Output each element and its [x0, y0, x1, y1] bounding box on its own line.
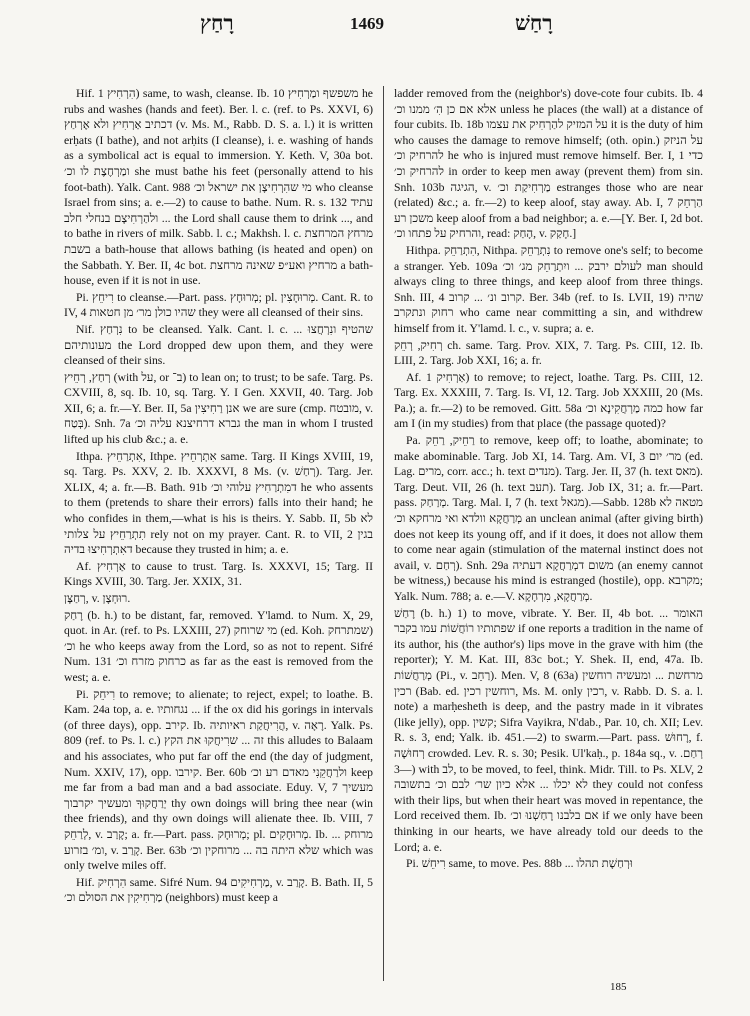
- entry-hif-rachats: Hif. הִרְחִיץ 1) same, to wash, cleanse. Ib. 10 משפשף ומַרְחִיץ he rubs and washes (hands and feet). Ber. l. c. (ref. to Ps. XXVI, 6) דכתיב אַרְחִיץ ולא אֶרְחַץ (v. Ms. M., Rabb. D. S. a. l.) it is written erḥats (I bathe), and not arḥits (I cleanse), i. e. washing of hands as a symbolical act is equal to immersion. Y. Keth. V, 30a bot. ומַרְחֶצֶת לו וכ׳ she must bathe his feet (personally attend to his foot-bath). Yalk. Cant. 988 מי שהִרְחִיצָן את ישראל וכ׳ who cleanse Israel from sins; a. e.—2) to cause to bathe. Num. R. s. 132 עתיד ... ולהַרְחִיצָם בנחלי חלב the Lord shall cause them to drink ..., and to bathe in rivers of milk. Sabb. l. c.; Makhsh. l. c. מרחץ המרחצת בשבת a bath-house that allows bathing (is heated and open) on the Sabbath. Y. Ber. II, 4c bot. מרחיץ ואע״פ שאינה מרחצת a bath-house, even if it is not in use.: [64, 87, 374, 288]
- entry-hif-hirchik-cont: ladder removed from the (neighbor's) dove-cote four cubits. Ib. 4 אלא אם כן הִ׳ ממנו וכ׳ unless he places (the wall) at a distance of four cubits. Ib. 18b על המזיק להַרְחִיק את עצמו it is the duty of him who causes the damage to remove himself; (oth. opin.) על הניזק להרחיק וכ׳ he who is injured must remove himself. Ber. I, 1 כדי להרחיק וכ׳ in order to keep men away (prevent them) from sin. Snh. 103b הגיגה, v. מַרְחִיקַת וכ׳ estranges those who are near (related) &c.; a. fr.—2) to keep aloof, stay away. Ab. I, 7 הַרְחֵק משכן רע keep aloof from a bad neighbor; a. e.—[Y. Ber. I, 2d bot. והרחיק על פתחו וכ׳, read: הָחַק, v. חָקַק.]: [394, 87, 704, 241]
- entry-hif-hirchik: Hif. הִרְחִיק same. Sifré Num. 94 מַרְחִיקִים, v. קָרַב. B. Bath. II, 5 מַרְחִיקִין את הסולם וכ׳ (neighbors) must keep a: [64, 875, 373, 905]
- entry-ithpa-ithrachets: Ithpa. אִתְרַחֵיץ, Ithpe. אִתְרְחֵיץ same. Targ. II Kings XVIII, 19, sq. Targ. Ps. XXV, 2. Ib. XXXVI, 8 Ms. (v. רְחַשׁ). Targ. Jer. XLIX, 4; a. fr.—B. Bath. 91b דמִתְרַחִיץ עלוהי וכ׳ he who assents to them (pretends to share their errors) falls into their hand; he who confides in them,—what is his is theirs. Y. Sabb. II, 5b לא תִתְרַחֵיץ על צלותי rely not on my prayer. Cant. R. to VII, 2 בגין דאִתְרְחִיצוּ בדיה because they trusted in him; a. e.: [64, 449, 374, 557]
- entry-nif-nirchats: Nif. נִרְחַץ to be cleansed. Yalk. Cant. l. c. ... שהטיף ונִרְחֲצוּ מעונותיהם the Lord dropped dew upon them, and they were cleansed of their sins.: [64, 322, 373, 368]
- entry-pi-richets: Pi. רִיחֵץ to cleanse.—Part. pass. מְרוּחָץ; pl. מְרוּחָצִין. Cant. R. to IV, 4 שהיו כולן מר׳ מן חטאות they were all cleansed of their sins.: [64, 290, 373, 320]
- left-column: [64, 86, 373, 907]
- entry-af-archik: Af. אַרְחִיק 1) to remove; to reject, loathe. Targ. Ps. CIII, 12. Targ. Ex. XXXIII, 7. Targ. Is. VI, 12. Targ. Job XXXIII, 20 (Ms. Pa.); a. fr.—2) to be removed. Gitt. 58a כמה מַרְחֲקִינָא וכ׳ how far am I (in my studies) from that place (the passage quoted)?: [394, 370, 703, 431]
- entry-rachak: רָחַק (b. h.) to be distant, far, removed. Y'lamd. to Num. X, 29, quot. in Ar. (ref. to Ps. LXXIII, 27) מי שרוחק (ed. Koh. שמתרחק) וכ׳ he who keeps away from the Lord, so as not to repent. Sifré Num. 131 כרחוק מזרח וכ׳ as far as the east is removed from the west; a. e.: [64, 608, 374, 684]
- page-number: 1469: [350, 14, 384, 33]
- entry-rechik-ch: רְחִיק, רְחֵק ch. same. Targ. Prov. XIX, 7. Targ. Ps. CIII, 12. Ib. LIII, 2. Targ. Job XXI, 16; a. fr.: [394, 338, 704, 368]
- entry-af-archits: Af. אַרְחִיץ to cause to trust. Targ. Is. XXXVI, 15; Targ. II Kings XVIII, 30. Targ. Jer. XXIX, 31.: [64, 559, 373, 589]
- entry-pi-richek: Pi. רִיחֵק to remove; to alienate; to reject, expel; to loathe. B. Kam. 24a top, a. e. נגחותיו ... if the ox did his gorings in intervals (of three days), opp. קירב. Ib. הֲרִיחֲקַת ראיותיה, v. רָאָה. Yalk. Ps. 809 (ref. to Ps. l. c.) זה ... שרִיחֲקוּ את הקץ this alludes to Balaam and his associates, who put far off the end (the day of judgment, Num. XXIV, 17), opp. קירבו. Ber. 60b ולרַחֲקֵנִי מאדם רע וכ׳ keep me far from a bad man and a bad associate. Eduy. V, 7 מעשיך יְרַחֲקוּךָ ומעשיך יקרבוך thy own doings will bring thee near (win thee friends), and thy own doings will alienate thee. Ib. VIII, 7 לְרַחֵק, v. קָרַב; a. fr.—Part. pass. מְרוּחָק; pl. מְרוּחָקִים. Ib. מרוחק ... ומ׳ בזרוע, v. קָרַב. Ber. 63b שלא היתה בה ... מרוחקין וכ׳ which was only twelve miles off.: [64, 687, 374, 873]
- right-column: [394, 86, 703, 873]
- page-header: [0, 10, 750, 50]
- entry-pi-richesh: Pi. רִיחֵשׁ same, to move. Pes. 88b ... וּרְחַשָׁת תהלו: [406, 857, 633, 871]
- entry-rechats-ch: רְחַץ, רְחֵיץ (with על, or ב־) to lean on; to trust; to be safe. Targ. Ps. CXVIII, 8, sq. Ib. 10, sq. Targ. Y. I Gen. XXVII, 40. Targ. Job XII, 6; a. fr.—Y. Ber. II, 5a אנן רַחִיצִין we are sure (cmp. מובטח, v. בְּטַח). Snh. 7a גברא דרחיצנא עליה וכ׳ the man in whom I trusted lifted up his club &c.; a. e.: [64, 370, 373, 447]
- column-divider: [383, 86, 384, 981]
- entry-hithpa-hithrachek: Hithpa. הִתְרַחֵק, Nithpa. נִתְרַחֵק to remove one's self; to become a stranger. Yeb. 109a לעולם ירבק ... ויִתְרַחֵק מג׳ וכ׳ man should always cling to three things, and keep aloof from three things. Snh. III, 4 קרוב ונ׳ ... קרוב. Ber. 34b (ref. to Is. LVII, 19) שהיה רחוק ונתקרב who came near committing a sin, and withdrew himself from it. Y'lamd. l. c., v. supra; a. e.: [394, 243, 703, 335]
- signature-mark: 185: [610, 981, 627, 993]
- right-running-headword: רָחַשׁ: [515, 10, 553, 35]
- entry-rachash: רָחַשׁ (b. h.) 1) to move, vibrate. Y. Ber. II, 4b bot. האומר ... שפתותיו רוֹחֲשׁוֹת עמו בקבר if one reports a tradition in the name of its author, his (the author's) lips move in the grave with him (the reporter); Y. M. Kat. III, 83c bot.; Y. Shek. II, end, 47a. Ib. מְרַחֲשׁוֹת (Pi., v. רַחֵב). Men. V, 8 (63a) מרחשת ... ומעשיה רוחשין רכין (Bab. ed. רוחשין רכין, Ms. M. only רכין, v. Rabb. D. S. a. l. note) a marḥesheth is deep, and the pastry made in it vibrates (like jelly), opp. קשין; Sifra Vayikra, N'dab., Par. 10, ch. XII; Lev. R. s. 3, end; Yalk. ib. 451.—2) to swarm.—Part. pass. רָחוּשׁ, f. רְחוּשָׁה crowded. Lev. R. s. 30; Pesik. Ul'kaḥ., p. 184a sq., v. רְחַם.—3) with לב, to be moved, to feel, think. Midr. Till. to Ps. XLV, 2 לא יכלו ... אלא כיון שר׳ לבם וכ׳ בתשובה they could not confess with their lips, but when their heart was moved in repentance, the Lord received them. Ib. אם בלבנו רָחַשְׁנוּ וכ׳ if we only have been thinking in our hearts, we have already told our deeds to the Lord; a. e.: [394, 606, 703, 854]
- entry-pa-rachek: Pa. רַחֵיק, רַחֵק to remove, keep off; to loathe, abominate; to make abominable. Targ. Job XI, 14. Targ. Am. VI, 3 מר׳ יום (ed. Lag. מרים, corr. acc.; h. text מנדים). Targ. Jer. II, 37 (h. text מאס). Targ. Deut. VII, 26 (h. text תעב). Targ. Job IX, 31; a. fr.—Part. pass. מְרַחַק. Targ. Mal. I, 7 (h. text מגאל).—Sabb. 128b מטאה לא מְרַחֲקָא וולדא ואי מרחקא וכ׳ an unclean animal (after giving birth) does not keep its young off, and if it does, it does not allow them to come near again (stimulation of the maternal instinct does not avail, v. רְחַם). Snh. 29a משום דמְרַחֲקָא דעתיה (an enemy cannot be witness,) because his mind is estranged (hostile), opp. מקרבא; Yalk. Num. 788; a. e.—V. מְרַחֲקָא, מִרְחָקָא.: [394, 434, 704, 603]
- entry-rachtsan: רְחַצָּן, v. רוּחְצָן.: [64, 592, 131, 605]
- left-running-headword: רָחַץ: [200, 10, 234, 35]
